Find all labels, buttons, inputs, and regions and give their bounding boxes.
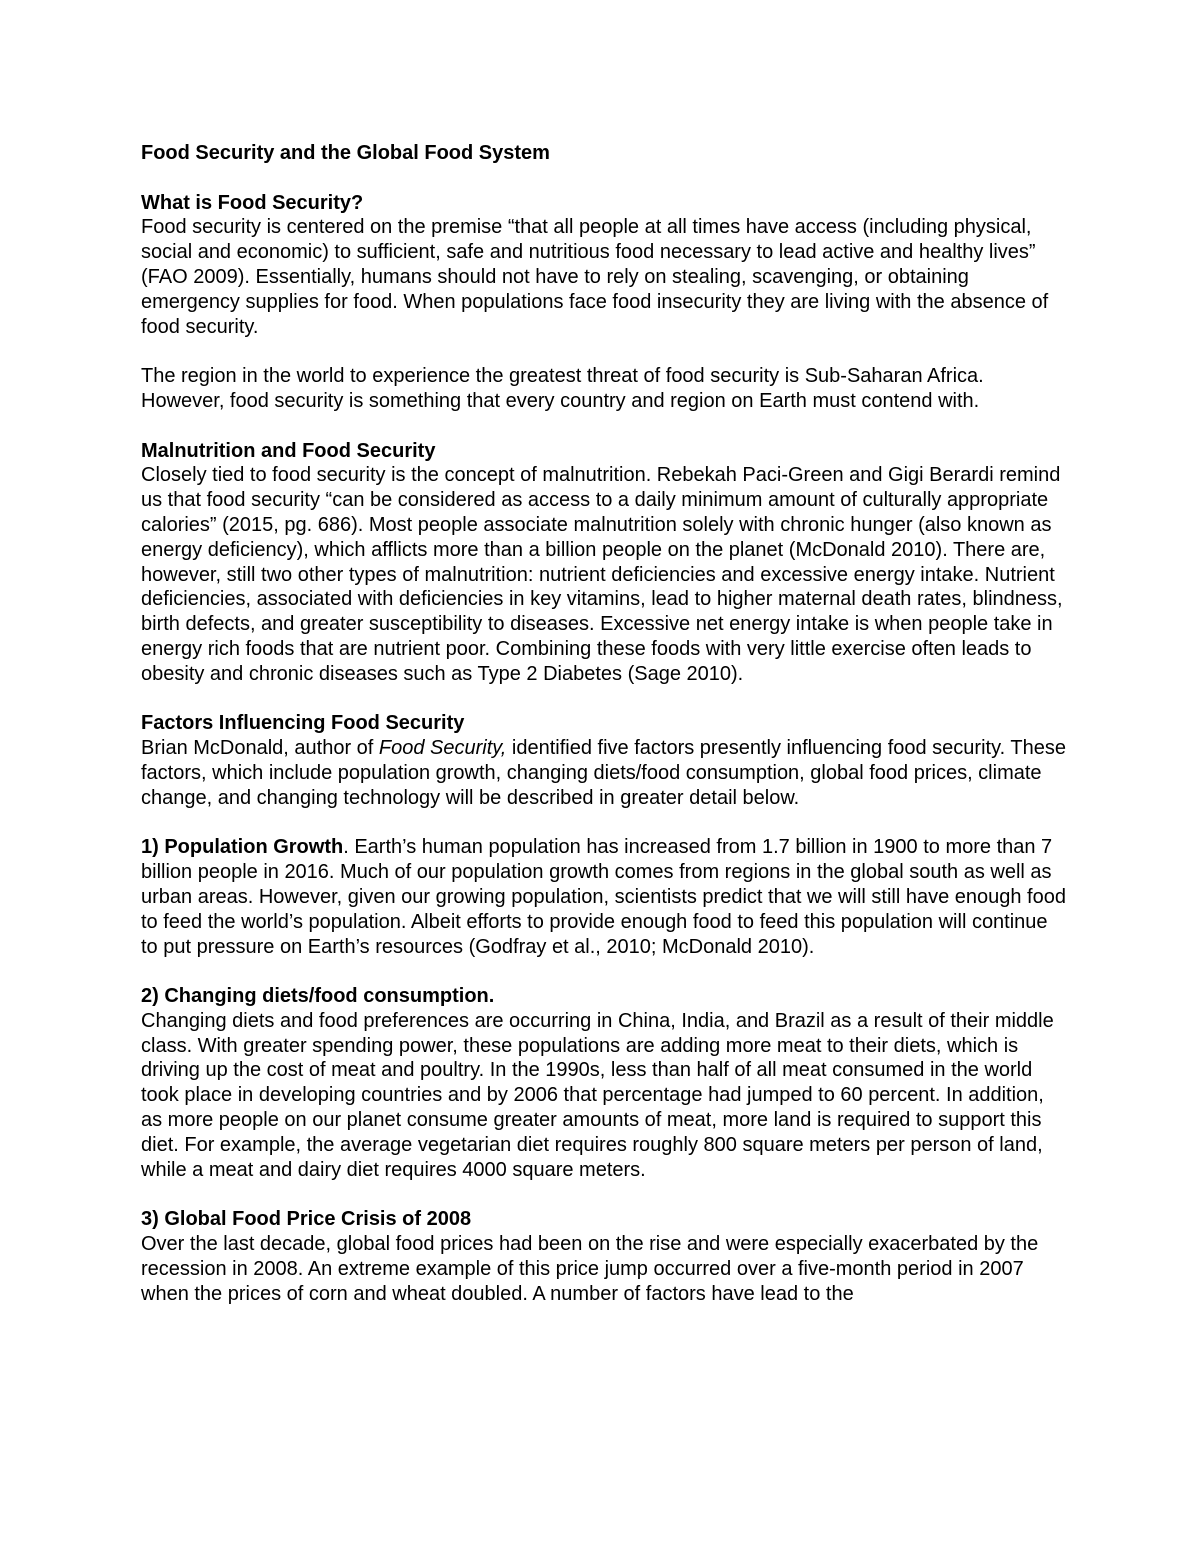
paragraph: The region in the world to experience the greatest threat of food security is Sub-Saharan Africa. However, food security is something that every country and region on Earth must contend with.	[141, 365, 984, 412]
section-heading: Malnutrition and Food Security	[141, 439, 436, 462]
section-malnutrition	[141, 439, 1066, 687]
section-population-growth	[141, 835, 1066, 959]
paragraph	[141, 736, 1066, 810]
paragraph: Over the last decade, global food prices had been on the rise and were especially exacerbated by the recession in 2008. An extreme example of this price jump occurred over a five-month period in 2007 when the prices of corn and wheat doubled. A number of factors have lead to the	[141, 1233, 1039, 1305]
section-heading: Factors Influencing Food Security	[141, 712, 465, 735]
section-factors	[141, 711, 1066, 810]
paragraph-text: identified five factors presently influencing food security. These factors, which include population growth, changing diets/food consumption, global food prices, climate change, and changing technology will be described in greater detail below.	[141, 737, 1066, 809]
book-title: Food Security,	[378, 737, 507, 760]
paragraph: Food security is centered on the premise “that all people at all times have access (including physical, social and economic) to sufficient, safe and nutritious food necessary to lead active and healthy lives” (FAO 2009). Essentially, humans should not have to rely on stealing, scavenging, or obtaining emergency supplies for food. When populations face food insecurity they are living with the absence of food security.	[141, 216, 1049, 338]
factor-heading: 1) Population Growth	[141, 836, 344, 859]
paragraph-text: Brian McDonald, author of	[141, 737, 379, 760]
factor-heading: 2) Changing diets/food consumption.	[141, 985, 495, 1008]
section-what-is-food-security	[141, 191, 1066, 340]
document-page	[141, 141, 1066, 1331]
factor-heading: 3) Global Food Price Crisis of 2008	[141, 1208, 472, 1231]
paragraph-text: . Earth’s human population has increased from 1.7 billion in 1900 to more than 7 billion people in 2016. Much of our population growth comes from regions in the global south as well as urban areas. However, given our growing population, scientists predict that we will still have enough food to feed the world’s population. Albeit efforts to provide enough food to feed this population will continue to put pressure on Earth’s resources (Godfray et al., 2010; McDonald 2010).	[141, 836, 1066, 958]
paragraph: Closely tied to food security is the concept of malnutrition. Rebekah Paci-Green and Gigi Berardi remind us that food security “can be considered as access to a daily minimum amount of culturally appropriate calories” (2015, pg. 686). Most people associate malnutrition solely with chronic hunger (also known as energy deficiency), which afflicts more than a billion people on the planet (McDonald 2010). There are, however, still two other types of malnutrition: nutrient deficiencies and excessive energy intake. Nutrient deficiencies, associated with deficiencies in key vitamins, lead to higher maternal death rates, blindness, birth defects, and greater susceptibility to diseases. Excessive net energy intake is when people take in energy rich foods that are nutrient poor. Combining these foods with very little exercise often leads to obesity and chronic diseases such as Type 2 Diabetes (Sage 2010).	[141, 464, 1063, 685]
section-food-price-crisis	[141, 1207, 1066, 1306]
section-changing-diets	[141, 984, 1066, 1182]
section-heading: What is Food Security?	[141, 191, 364, 214]
document-title: Food Security and the Global Food System	[141, 142, 550, 164]
paragraph	[141, 835, 1066, 959]
paragraph: Changing diets and food preferences are occurring in China, India, and Brazil as a result of their middle class. With greater spending power, these populations are adding more meat to their diets, which is driving up the cost of meat and poultry. In the 1990s, less than half of all meat consumed in the world took place in developing countries and by 2006 that percentage had jumped to 60 percent. In addition, as more people on our planet consume greater amounts of meat, more land is required to support this diet. For example, the average vegetarian diet requires roughly 800 square meters per person of land, while a meat and dairy diet requires 4000 square meters.	[141, 1009, 1054, 1181]
